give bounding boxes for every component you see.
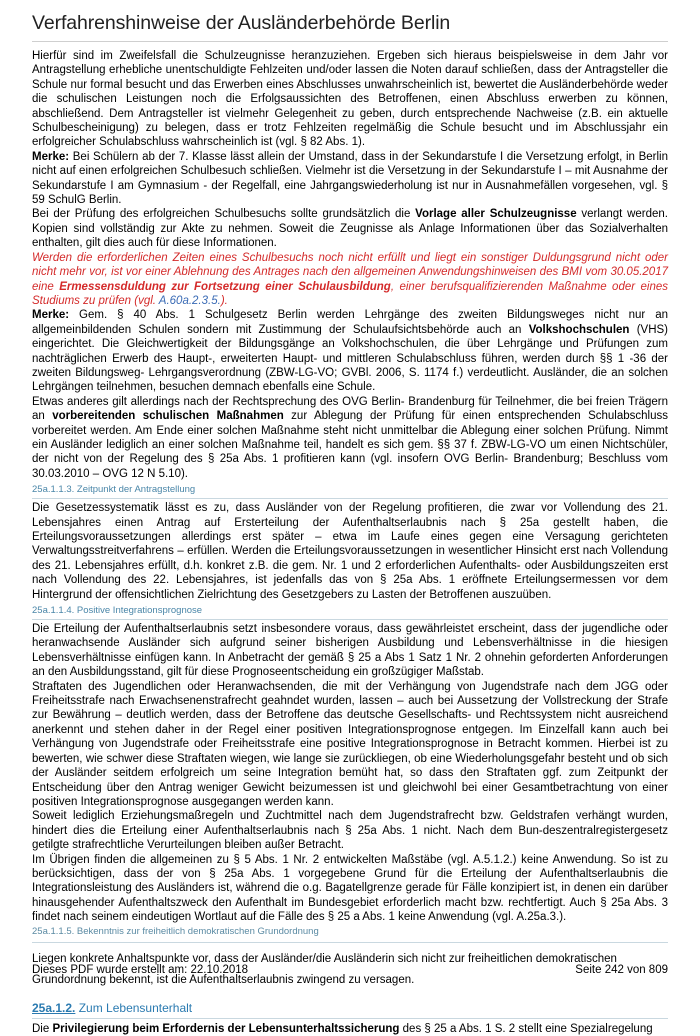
- paragraph: Soweit lediglich Erziehungsmaßregeln und Zuchtmittel nach dem Jugendstrafrecht bzw. Geldstrafen verhängt wurden, hindert dies die Erteilung einer Aufenthaltserlaubnis nach § 25a Abs. 1 nicht. Nach dem Bun-deszentralregistergesetz getilgte strafrechtliche Verurteilungen bleiben außer Betracht.: [32, 810, 668, 852]
- section-heading: 25a.1.1.4. Positive Integrationsprognose: [32, 605, 668, 620]
- merke-label: Merke:: [32, 150, 70, 163]
- document-body: [32, 49, 668, 1036]
- subsection-title: Zum Lebensunterhalt: [75, 1000, 193, 1015]
- cross-reference-link[interactable]: A.60a.2.3.5.: [158, 294, 221, 307]
- paragraph: Hierfür sind im Zweifelsfall die Schulzeugnisse heranzuziehen. Ergeben sich hieraus beispielsweise in dem Jahr vor Antragstellung erhebliche unentschuldigte Fehlzeiten und/oder lassen die Noten darauf schließen, dass der Antragsteller die Schule nur formal besucht und das Erwerben eines Abschlusses unwahrscheinlich ist, bewertet die Ausländerbehörde weder die schulischen Leistungen noch die Erfolgsaussichten des Betroffenen, einen Abschluss erwerben zu können, abschließend. Dem Antragsteller ist vielmehr Gelegenheit zu geben, durch entsprechende Nachweise (z.B. ein aktuelle Schulbescheinigung) zu belegen, dass er trotz Fehlzeiten regelmäßig die Schule besucht und im Abschlussjahr ein erfolgreicher Schulabschluss wahrscheinlich ist (vgl. § 82 Abs. 1).: [32, 50, 668, 149]
- section-heading: 25a.1.1.5. Bekenntnis zur freiheitlich demokratischen Grundordnung: [32, 926, 668, 943]
- page-title: Verfahrenshinweise der Ausländerbehörde Berlin: [32, 12, 668, 42]
- paragraph: Straftaten des Jugendlichen oder Heranwachsenden, die mit der Verhängung von Jugendstrafe nach dem JGG oder Freiheitsstrafe nach Erwachsenenstrafrecht geahndet wurden, lassen – auch bei Aussetzung der Vollstreckung der Strafe zur Bewährung – deutlich werden, dass der Betroffene das deutsche Gesellschafts- und Rechtssystem nicht ausreichend anerkennt und stehen daher in der Regel einer positiven Integrationsprognose entgegen. Im Einzelfall kann auch bei Verhängung von Jugendstrafe oder Freiheitsstrafe eine positive Integrationsprognose in Betracht kommen. Hierbei ist zu bewerten, wie schwer diese Straftaten wiegen, wie lange sie zurückliegen, ob eine Wiederholungsgefahr besteht und ob sich der Ausländer seitdem erfolgreich um seine Integration bemüht hat, so dass den Straftaten ggf. zum Zeitpunkt der Entscheidung über den Antrag weniger Gewicht beizumessen ist und gleichwohl bei einer Gesamtbetrachtung von einer positiven Integrationsprognose ausgegangen werden kann.: [32, 680, 668, 808]
- paragraph: Bei der Prüfung des erfolgreichen Schulbesuchs sollte grundsätzlich die Vorlage aller Schulzeugnisse verlangt werden. Kopien sind vollständig zur Akte zu nehmen. Soweit die Zeugnisse als Anlage Informationen über das Sozialverhalten enthalten, gilt dies auch für diese Informationen.: [32, 208, 668, 250]
- emphasis: Ermessensduldung zur Fortsetzung einer Schulausbildung: [59, 280, 391, 293]
- subsection-number-link[interactable]: 25a.1.2.: [32, 1000, 76, 1015]
- paragraph: Merke: Bei Schülern ab der 7. Klasse lässt allein der Umstand, dass in der Sekundarstufe I die Versetzung erfolgt, in Berlin nicht auf einen erfolgreichen Schulbesuch schließen. Vielmehr ist die Versetzung in der Sekundarstufe I – mit Ausnahme der Sekundarstufe I am Gymnasium - der Regelfall, eine Jahrgangswiederholung ist nur in Ausnahmefällen vorgesehen, vgl. § 59 SchulG Berlin.: [32, 150, 668, 207]
- page-number: Seite 242 von 809: [575, 964, 668, 976]
- paragraph: Liegen konkrete Anhaltspunkte vor, dass der Ausländer/die Ausländerin sich nicht zur freiheitlichen demokratischen Grundordnung bekennt, ist die Aufenthaltserlaubnis zwingend zu versagen.: [32, 952, 617, 987]
- merke-label: Merke:: [32, 309, 70, 322]
- subsection-heading: [32, 1001, 668, 1019]
- emphasis: Privilegierung beim Erfordernis der Lebensunterhaltssicherung: [52, 1022, 400, 1035]
- page-footer: [32, 964, 668, 976]
- document-page: [32, 0, 668, 1036]
- section-heading: 25a.1.1.3. Zeitpunkt der Antragstellung: [32, 484, 668, 499]
- paragraph: Merke: Gem. § 40 Abs. 1 Schulgesetz Berlin werden Lehrgänge des zweiten Bildungsweges nicht nur an allgemeinbildenden Schulen sondern mit Zustimmung der Schulaufsichtsbehörde auch an Volkshochschulen (VHS) eingerichtet. Die Gleichwertigkeit der Bildungsgänge an Volkshochschulen, die über Lehrgänge und Prüfungen zum nachträglichen Erwerb des Haupt-, erweiterten Haupt- und mittleren Schulabschluss führen, werden durch §§ 1 -36 der zweiten Bildungsweg- Lehrgangsverordnung (ZBW-LG-VO; GVBl. 2006, S. 1174 f.) verdeutlicht. Ausländer, die an solchen Lehrgängen teilnehmen, besuchen demnach ebenfalls eine Schule.: [32, 309, 668, 394]
- paragraph: Die Gesetzessystematik lässt es zu, dass Ausländer von der Regelung profitieren, die zwar vor Vollendung des 21. Lebensjahres einen Antrag auf Ersterteilung der Aufenthaltserlaubnis nach § 25a gestellt haben, die Erteilungsvoraussetzungen allerdings erst später – etwa im Laufe eines gegen eine Versagung gerichteten Verwaltungsstreitverfahrens – erfüllen. Werden die Erteilungsvoraussetzungen in wesentlicher Hinsicht erst nach Vollendung des 21. Lebensjahres erfüllt, d.h. konkret z.B. die gem. Nr. 1 und 2 erforderlichen Aufenthalts- oder Ausbildungszeiten erst nach Vollendung des 22. Lebensjahres, ist jedenfalls das von § 25a Abs. 1 eröffnete Erteilungsermessen vor dem Hintergrund der offensichtlichen Zielrichtung des Gesetzgebers zu Lasten der Betroffenen auszuüben.: [32, 502, 668, 601]
- footer-created-date: Dieses PDF wurde erstellt am: 22.10.2018: [32, 964, 249, 976]
- highlighted-paragraph: Werden die erforderlichen Zeiten eines Schulbesuchs noch nicht erfüllt und liegt ein sonstiger Duldungsgrund nicht oder nicht mehr vor, ist vor einer Ablehnung des Antrages nach den allgemeinen Anwendungshinweisen des BMI vom 30.05.2017 eine Ermessensduldung zur Fortsetzung einer Schulausbildung, einer berufsqualifizierenden Maßnahme oder eines Studiums zu prüfen (vgl. A.60a.2.3.5.).: [32, 251, 668, 307]
- emphasis: Volkshochschulen: [528, 323, 630, 336]
- emphasis: Vorlage aller Schulzeugnisse: [415, 208, 577, 221]
- paragraph: Etwas anderes gilt allerdings nach der Rechtsprechung des OVG Berlin- Brandenburg für Teilnehmer, die bei freien Trägern an vorbereitenden schulischen Maßnahmen zur Ablegung der Prüfung für einen entsprechenden Schulabschluss vorbereitet werden. Am Ende einer solchen Maßnahme steht nicht unmittelbar die Ablegung einer solchen Prüfung. Nimmt ein Ausländer lediglich an einer solchen Maßnahme teil, handelt es sich gem. §§ 37 f. ZBW-LG-VO um einen Nichtschüler, der nicht von der Regelung des § 25a Abs. 1 profitieren kann (vgl. insofern OVG Berlin- Brandenburg; Beschluss vom 30.03.2010 – OVG 12 N 5.10).: [32, 395, 668, 480]
- paragraph: Im Übrigen finden die allgemeinen zu § 5 Abs. 1 Nr. 2 entwickelten Maßstäbe (vgl. A.5.1.2.) keine Anwendung. So ist zu berücksichtigen, dass der von § 25a Abs. 1 vorgegebene Grund für die Erteilung der Aufenthaltserlaubnis die Integrationsleistung des Ausländers ist, während die o.g. Bagatellgrenze gerade für Fälle konzipiert ist, in denen ein darüber hinausgehender Aufenthaltszweck den Aufenthalt im Bundesgebiet erforderlich macht bzw. rechtfertigt. Auch § 25a Abs. 3 findet nach seinem eindeutigen Wortlaut auf die Fälle des § 25 a Abs. 1 keine Anwendung (vgl. A.25a.3.).: [32, 853, 668, 924]
- paragraph: Die Privilegierung beim Erfordernis der Lebensunterhaltssicherung des § 25 a Abs. 1 S. 2 stellt eine Spezialregelung: [32, 1022, 653, 1035]
- emphasis: vorbereitenden schulischen Maßnahmen: [52, 410, 284, 423]
- paragraph: Die Erteilung der Aufenthaltserlaubnis setzt insbesondere voraus, dass gewährleistet erscheint, dass der jugendliche oder heranwachsende Ausländer sich aufgrund seiner bisherigen Ausbildung und Lebensverhältnisse in die hiesigen Lebensverhältnisse einfügen kann. In Anbetracht der gemäß § 25 a Abs 1 Satz 1 Nr. 2 ohnehin geforderten Anforderungen an den Ausbildungsstand, gilt für diese Prognoseentscheidung ein großzügiger Maßstab.: [32, 623, 668, 679]
